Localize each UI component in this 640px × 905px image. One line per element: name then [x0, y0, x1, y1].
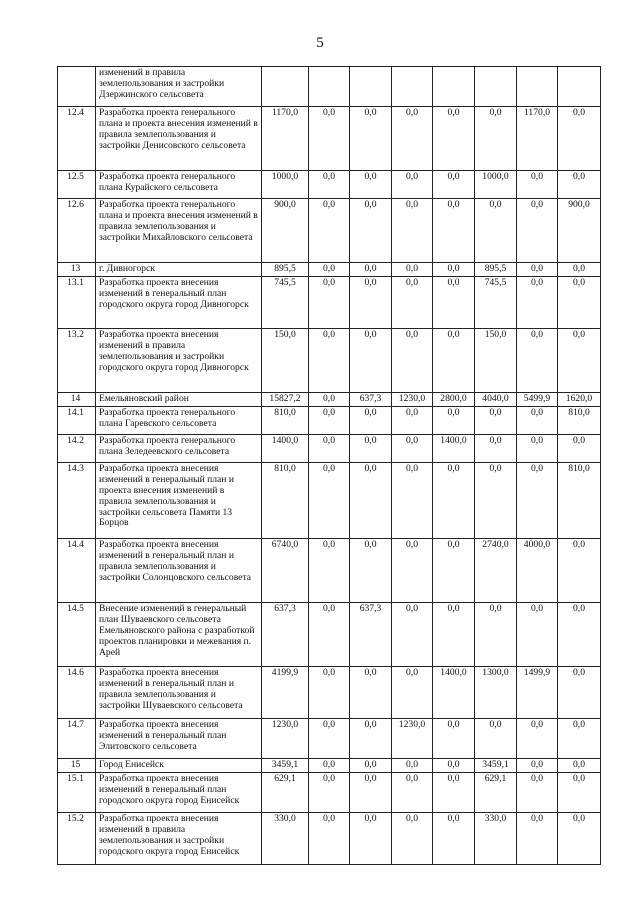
table-row [58, 758, 601, 772]
row-year-value [309, 67, 350, 107]
row-year-value: 0,0 [558, 718, 601, 758]
row-year-value: 0,0 [350, 462, 392, 538]
row-total-value: 895,5 [262, 263, 309, 277]
row-year-value: 0,0 [392, 263, 433, 277]
row-total-value [262, 67, 309, 107]
row-year-value [433, 67, 475, 107]
row-year-value: 1300,0 [475, 666, 517, 718]
row-description: Внесение изменений в генеральный план Шуваевского сельсовета Емельяновского района с разработкой проектов планировки и межевания п. Арей [96, 602, 262, 666]
row-year-value: 0,0 [517, 263, 558, 277]
row-year-value: 0,0 [309, 392, 350, 406]
row-year-value: 0,0 [558, 276, 601, 328]
row-year-value: 5499,9 [517, 392, 558, 406]
row-year-value: 0,0 [309, 602, 350, 666]
row-description: Разработка проекта внесения изменений в генеральный план и правила землепользования и застройки Солонцовского сельсовета [96, 538, 262, 602]
row-year-value: 4000,0 [517, 538, 558, 602]
row-description: Разработка проекта генерального плана Гаревского сельсовета [96, 406, 262, 434]
row-total-value: 900,0 [262, 199, 309, 263]
table-row [58, 812, 601, 864]
row-year-value: 0,0 [433, 107, 475, 171]
row-year-value: 0,0 [350, 406, 392, 434]
row-description: Разработка проекта генерального плана и проекта внесения изменений в правила землепользования и застройки Михайловского сельсовета [96, 199, 262, 263]
row-year-value: 0,0 [350, 107, 392, 171]
table-row [58, 276, 601, 328]
table-row [58, 392, 601, 406]
row-year-value: 0,0 [350, 328, 392, 392]
row-year-value: 0,0 [350, 538, 392, 602]
table-row [58, 263, 601, 277]
row-year-value: 0,0 [392, 758, 433, 772]
row-year-value: 0,0 [392, 107, 433, 171]
row-year-value: 0,0 [309, 107, 350, 171]
table-body [58, 67, 601, 865]
row-year-value: 0,0 [475, 718, 517, 758]
row-year-value: 0,0 [392, 276, 433, 328]
row-year-value [558, 67, 601, 107]
row-number: 14.6 [58, 666, 96, 718]
row-year-value: 0,0 [517, 199, 558, 263]
row-year-value: 0,0 [392, 462, 433, 538]
row-year-value: 0,0 [309, 263, 350, 277]
table-row [58, 328, 601, 392]
row-total-value: 629,1 [262, 772, 309, 812]
row-description: Разработка проекта генерального плана Зеледеевского сельсовета [96, 434, 262, 462]
page-number: 5 [316, 35, 324, 51]
table-row [58, 107, 601, 171]
row-year-value: 0,0 [309, 276, 350, 328]
row-total-value: 6740,0 [262, 538, 309, 602]
row-number: 14.7 [58, 718, 96, 758]
row-year-value: 0,0 [433, 276, 475, 328]
row-year-value: 0,0 [558, 772, 601, 812]
row-year-value: 0,0 [392, 538, 433, 602]
row-year-value: 330,0 [475, 812, 517, 864]
row-number: 14.3 [58, 462, 96, 538]
row-number: 14.2 [58, 434, 96, 462]
row-year-value: 0,0 [309, 772, 350, 812]
row-number: 12.6 [58, 199, 96, 263]
row-total-value: 1230,0 [262, 718, 309, 758]
row-year-value: 0,0 [475, 107, 517, 171]
row-year-value: 0,0 [475, 434, 517, 462]
row-number: 15.1 [58, 772, 96, 812]
row-number: 13 [58, 263, 96, 277]
row-year-value: 0,0 [517, 812, 558, 864]
row-description: Разработка проекта внесения изменений в генеральный план городского округа город Дивногорск [96, 276, 262, 328]
row-year-value [517, 67, 558, 107]
table-row [58, 199, 601, 263]
row-year-value: 0,0 [392, 171, 433, 199]
row-year-value: 0,0 [558, 171, 601, 199]
row-year-value: 1499,9 [517, 666, 558, 718]
row-year-value: 745,5 [475, 276, 517, 328]
table-row [58, 171, 601, 199]
row-year-value: 895,5 [475, 263, 517, 277]
row-year-value: 0,0 [517, 434, 558, 462]
table-row [58, 67, 601, 107]
row-year-value: 0,0 [392, 434, 433, 462]
row-year-value: 0,0 [309, 718, 350, 758]
row-year-value: 0,0 [517, 772, 558, 812]
row-year-value: 0,0 [517, 758, 558, 772]
row-year-value: 0,0 [433, 538, 475, 602]
row-year-value: 0,0 [433, 199, 475, 263]
row-year-value: 0,0 [309, 538, 350, 602]
row-number: 14 [58, 392, 96, 406]
row-year-value: 0,0 [558, 666, 601, 718]
row-year-value: 0,0 [350, 434, 392, 462]
row-year-value: 0,0 [392, 666, 433, 718]
row-year-value: 0,0 [433, 406, 475, 434]
row-total-value: 1170,0 [262, 107, 309, 171]
row-description: Разработка проекта внесения изменений в генеральный план городского округа город Енисейск [96, 772, 262, 812]
row-year-value: 150,0 [475, 328, 517, 392]
row-number: 15 [58, 758, 96, 772]
row-year-value: 0,0 [517, 462, 558, 538]
row-year-value: 0,0 [517, 171, 558, 199]
row-number [58, 67, 96, 107]
row-year-value: 2800,0 [433, 392, 475, 406]
row-year-value: 3459,1 [475, 758, 517, 772]
row-year-value: 1170,0 [517, 107, 558, 171]
row-description: Разработка проекта внесения изменений в правила землепользования и застройки городского округа город Енисейск [96, 812, 262, 864]
row-year-value: 0,0 [517, 276, 558, 328]
row-year-value: 1000,0 [475, 171, 517, 199]
row-description: изменений в правила землепользования и застройки Дзержинского сельсовета [96, 67, 262, 107]
row-year-value: 0,0 [475, 462, 517, 538]
row-number: 12.4 [58, 107, 96, 171]
row-description: Емельяновский район [96, 392, 262, 406]
row-total-value: 1000,0 [262, 171, 309, 199]
row-year-value: 0,0 [309, 666, 350, 718]
row-number: 12.5 [58, 171, 96, 199]
row-year-value: 1400,0 [433, 434, 475, 462]
row-year-value: 0,0 [558, 602, 601, 666]
row-year-value: 1230,0 [392, 392, 433, 406]
row-year-value [392, 67, 433, 107]
row-year-value: 900,0 [558, 199, 601, 263]
row-year-value: 0,0 [309, 758, 350, 772]
row-year-value: 0,0 [517, 602, 558, 666]
row-year-value [350, 67, 392, 107]
row-total-value: 637,3 [262, 602, 309, 666]
row-description: Разработка проекта внесения изменений в генеральный план и проекта внесения изменений в правила землепользования и застройки сельсовета Памяти 13 Борцов [96, 462, 262, 538]
row-year-value: 0,0 [433, 602, 475, 666]
row-year-value: 0,0 [558, 263, 601, 277]
row-year-value: 0,0 [433, 812, 475, 864]
row-year-value: 0,0 [392, 328, 433, 392]
row-year-value: 0,0 [558, 107, 601, 171]
row-year-value: 0,0 [350, 812, 392, 864]
row-year-value: 0,0 [309, 434, 350, 462]
row-year-value: 0,0 [558, 434, 601, 462]
row-year-value: 0,0 [309, 171, 350, 199]
row-description: Город Енисейск [96, 758, 262, 772]
row-year-value: 0,0 [350, 276, 392, 328]
row-year-value: 0,0 [392, 772, 433, 812]
row-year-value: 0,0 [433, 328, 475, 392]
row-year-value: 1620,0 [558, 392, 601, 406]
row-year-value: 0,0 [558, 538, 601, 602]
row-total-value: 745,5 [262, 276, 309, 328]
row-year-value: 0,0 [433, 718, 475, 758]
row-year-value: 0,0 [475, 602, 517, 666]
table-row [58, 462, 601, 538]
row-description: Разработка проекта внесения изменений в генеральный план Элитовского сельсовета [96, 718, 262, 758]
row-year-value: 0,0 [392, 602, 433, 666]
row-total-value: 4199,9 [262, 666, 309, 718]
row-year-value: 0,0 [309, 812, 350, 864]
row-number: 14.4 [58, 538, 96, 602]
row-year-value: 0,0 [558, 758, 601, 772]
row-year-value: 0,0 [517, 328, 558, 392]
row-year-value: 0,0 [309, 406, 350, 434]
row-year-value: 0,0 [350, 171, 392, 199]
row-number: 13.2 [58, 328, 96, 392]
row-year-value: 2740,0 [475, 538, 517, 602]
row-number: 14.5 [58, 602, 96, 666]
row-total-value: 15827,2 [262, 392, 309, 406]
row-year-value: 0,0 [433, 171, 475, 199]
table-row [58, 718, 601, 758]
row-number: 14.1 [58, 406, 96, 434]
row-year-value: 810,0 [558, 462, 601, 538]
row-year-value: 0,0 [350, 263, 392, 277]
row-year-value: 0,0 [350, 718, 392, 758]
row-year-value: 0,0 [309, 328, 350, 392]
row-total-value: 330,0 [262, 812, 309, 864]
row-total-value: 3459,1 [262, 758, 309, 772]
row-total-value: 150,0 [262, 328, 309, 392]
budget-table [57, 66, 601, 865]
table-row [58, 538, 601, 602]
row-year-value: 629,1 [475, 772, 517, 812]
row-year-value: 0,0 [475, 406, 517, 434]
row-year-value: 637,3 [350, 392, 392, 406]
row-number: 15.2 [58, 812, 96, 864]
table-row [58, 666, 601, 718]
row-description: Разработка проекта внесения изменений в правила землепользования и застройки городского округа город Дивногорск [96, 328, 262, 392]
row-year-value: 0,0 [309, 462, 350, 538]
table-row [58, 434, 601, 462]
row-total-value: 810,0 [262, 406, 309, 434]
row-number: 13.1 [58, 276, 96, 328]
row-description: Разработка проекта генерального плана и проекта внесения изменений в правила землепользования и застройки Денисовского сельсовета [96, 107, 262, 171]
row-year-value: 4040,0 [475, 392, 517, 406]
row-year-value: 0,0 [558, 328, 601, 392]
row-total-value: 1400,0 [262, 434, 309, 462]
row-year-value: 0,0 [475, 199, 517, 263]
row-year-value: 0,0 [433, 263, 475, 277]
row-description: Разработка проекта внесения изменений в генеральный план и правила землепользования и застройки Шуваевского сельсовета [96, 666, 262, 718]
row-year-value: 810,0 [558, 406, 601, 434]
row-description: Разработка проекта генерального плана Курайского сельсовета [96, 171, 262, 199]
row-year-value: 0,0 [392, 199, 433, 263]
row-year-value: 0,0 [392, 812, 433, 864]
row-year-value: 0,0 [392, 406, 433, 434]
row-year-value: 0,0 [350, 666, 392, 718]
table-row [58, 772, 601, 812]
row-year-value: 637,3 [350, 602, 392, 666]
row-year-value: 1400,0 [433, 666, 475, 718]
row-year-value: 0,0 [517, 718, 558, 758]
row-description: г. Дивногорск [96, 263, 262, 277]
row-year-value [475, 67, 517, 107]
table-row [58, 602, 601, 666]
row-year-value: 0,0 [433, 462, 475, 538]
table-row [58, 406, 601, 434]
row-year-value: 0,0 [433, 772, 475, 812]
row-year-value: 0,0 [350, 199, 392, 263]
row-year-value: 0,0 [433, 758, 475, 772]
row-year-value: 1230,0 [392, 718, 433, 758]
row-year-value: 0,0 [309, 199, 350, 263]
row-year-value: 0,0 [350, 758, 392, 772]
row-year-value: 0,0 [558, 812, 601, 864]
row-total-value: 810,0 [262, 462, 309, 538]
row-year-value: 0,0 [517, 406, 558, 434]
row-year-value: 0,0 [350, 772, 392, 812]
